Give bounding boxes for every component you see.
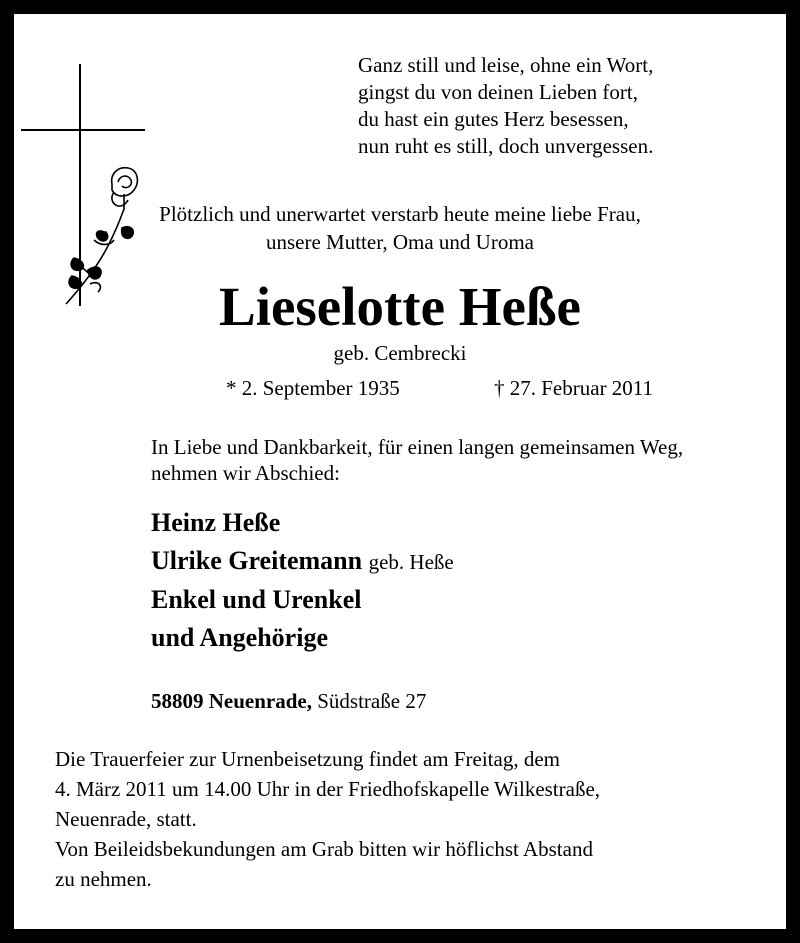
poem [358, 52, 653, 160]
poem-line: du hast ein gutes Herz besessen, [358, 107, 629, 131]
deceased-name: Lieselotte Heße [219, 276, 581, 337]
intro-line: unsere Mutter, Oma und Uroma [265, 230, 534, 254]
service-line: Neuenrade, statt. [55, 807, 197, 831]
mourner-name: und Angehörige [151, 623, 328, 652]
address-street: Südstraße 27 [317, 689, 427, 713]
service-line: 4. März 2011 um 14.00 Uhr in der Friedhofskapelle Wilkestraße, [55, 777, 601, 801]
mourner-name: Enkel und Urenkel [151, 585, 362, 614]
poem-line: gingst du von deinen Lieben fort, [358, 80, 638, 104]
mourner-maiden-name: geb. Heße [368, 550, 454, 574]
cross-icon [21, 64, 145, 306]
mourner [151, 581, 454, 619]
intro-line: Plötzlich und unerwartet verstarb heute meine liebe Frau, [159, 202, 641, 226]
mourner-name: Ulrike Greitemann [151, 546, 363, 575]
maiden-name: geb. Cembrecki [333, 341, 467, 365]
mourner-name: Heinz Heße [151, 508, 281, 537]
service-notice [55, 744, 600, 894]
farewell-text: In Liebe und Dankbarkeit, für einen langen gemeinsamen Weg, nehmen wir Abschied: [151, 435, 684, 485]
poem-line: nun ruht es still, doch unvergessen. [358, 134, 654, 158]
address-city: 58809 Neuenrade, [151, 689, 312, 713]
poem-line: Ganz still und leise, ohne ein Wort, [358, 53, 654, 77]
intro-text [14, 200, 786, 256]
service-line: zu nehmen. [55, 867, 152, 891]
service-line: Von Beileidsbekundungen am Grab bitten wir höflichst Abstand [55, 837, 593, 861]
address [151, 688, 426, 714]
death-date: † 27. Februar 2011 [494, 376, 654, 400]
mourners-list [151, 504, 454, 657]
service-line: Die Trauerfeier zur Urnenbeisetzung findet am Freitag, dem [55, 747, 560, 771]
cross-rose-illustration [14, 14, 164, 314]
mourner [151, 542, 454, 581]
mourner [151, 504, 454, 542]
mourner [151, 619, 454, 657]
birth-date: * 2. September 1935 [226, 376, 400, 400]
obituary-card [14, 14, 786, 929]
